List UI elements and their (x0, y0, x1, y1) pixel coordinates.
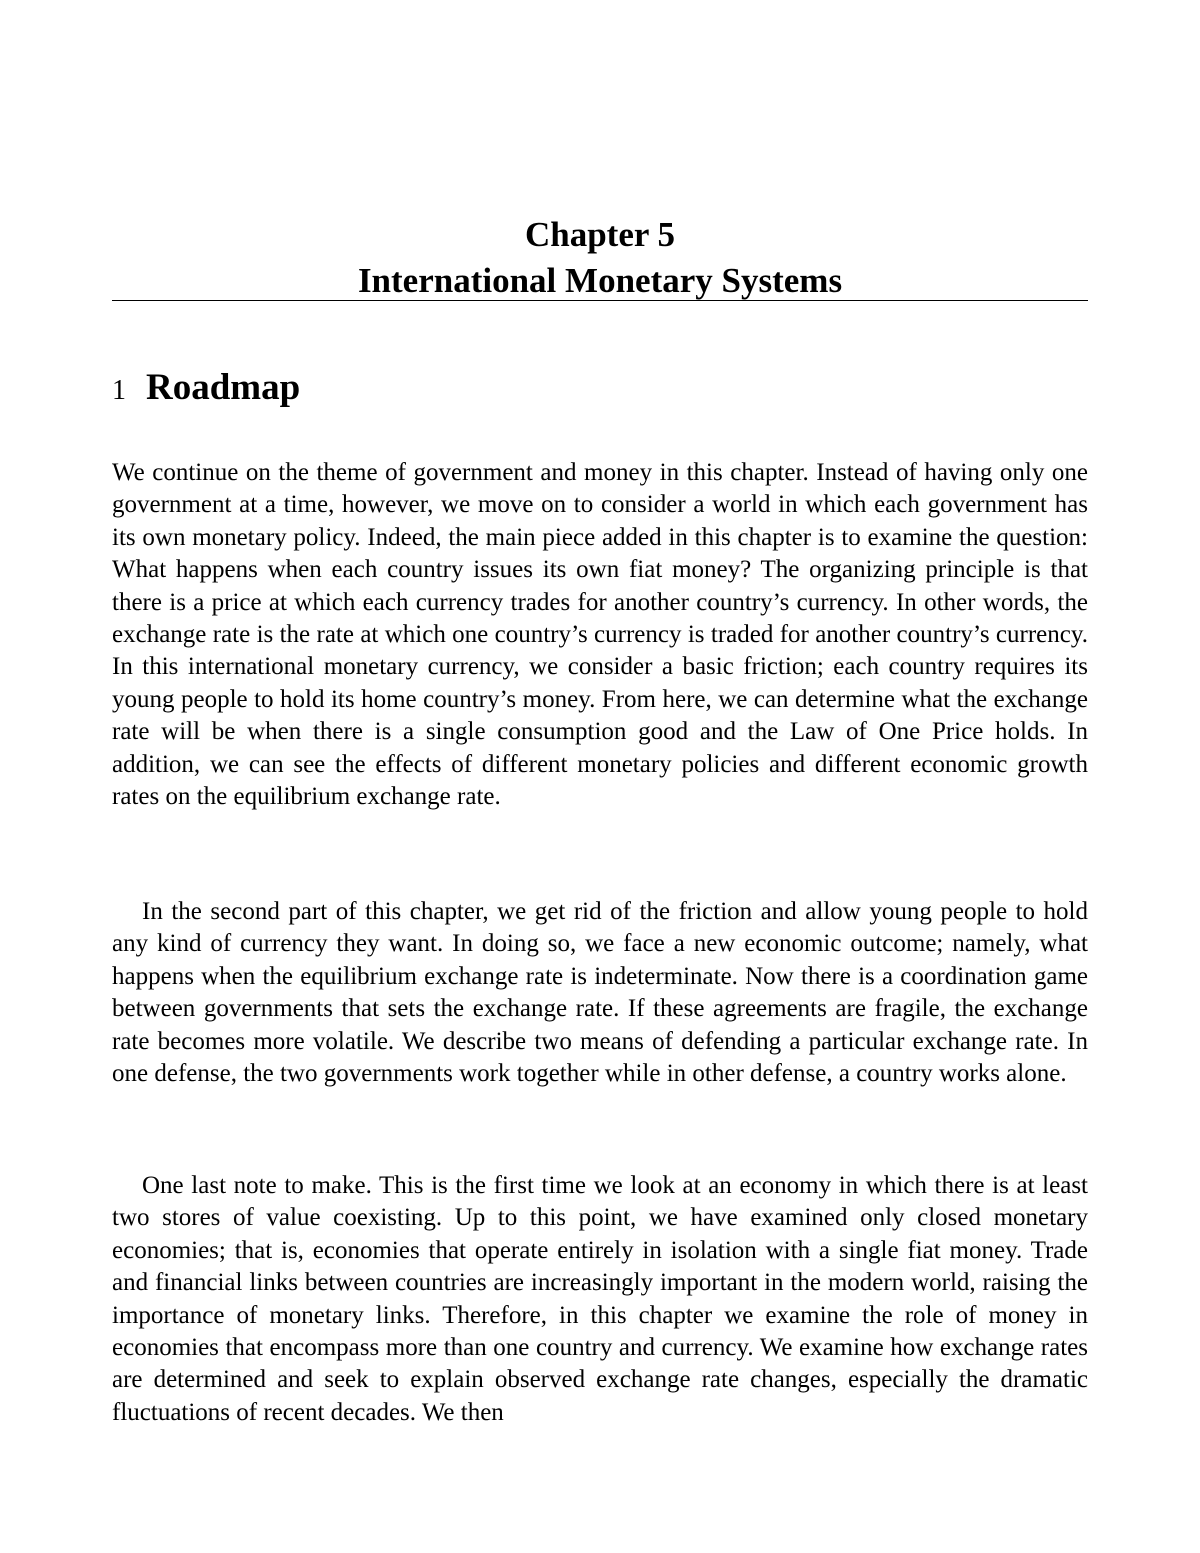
paragraph-3: One last note to make. This is the first time we look at an economy in which there is at least two stores of value coexisting. Up to this point, we have examined only closed monetary economies; that is, economies that operate entirely in isolation with a single fiat money. Trade and financial links between countries are increasingly important in the modern world, raising the importance of monetary links. Therefore, in this chapter we examine the role of money in economies that encompass more than one country and currency. We examine how exchange rates are determined and seek to explain observed exchange rate changes, especially the dramatic fluctuations of recent decades. We then (112, 1172, 1088, 1426)
chapter-title: International Monetary Systems (357, 261, 843, 300)
section-title: Roadmap (146, 367, 301, 408)
section-number: 1 (112, 375, 126, 406)
section-heading (112, 364, 1088, 415)
chapter-divider (112, 300, 1088, 301)
paragraph-2: In the second part of this chapter, we get rid of the friction and allow young people to hold any kind of currency they want. In doing so, we face a new economic outcome; namely, what happens when the equilibrium exchange rate is indeterminate. Now there is a coordination game between governments that sets the exchange rate. If these agreements are fragile, the exchange rate becomes more volatile. We describe two means of defending a particular exchange rate. In one defense, the two governments work together while in other defense, a country works alone. (112, 898, 1088, 1088)
paragraph-1: We continue on the theme of government and money in this chapter. Instead of having only one government at a time, however, we move on to consider a world in which each government has its own monetary policy. Indeed, the main piece added in this chapter is to examine the question: What happens when each country issues its own fiat money? The organizing principle is that there is a price at which each currency trades for another country’s currency. In other words, the exchange rate is the rate at which one country’s currency is traded for another country’s currency. In this international monetary currency, we consider a basic friction; each country requires its young people to hold its home country’s money. From here, we can determine what the exchange rate will be when there is a single consumption good and the Law of One Price holds. In addition, we can see the effects of different monetary policies and different economic growth rates on the equilibrium exchange rate. (112, 459, 1088, 811)
chapter-number: Chapter 5 (524, 215, 676, 254)
chapter-header (112, 212, 1088, 304)
